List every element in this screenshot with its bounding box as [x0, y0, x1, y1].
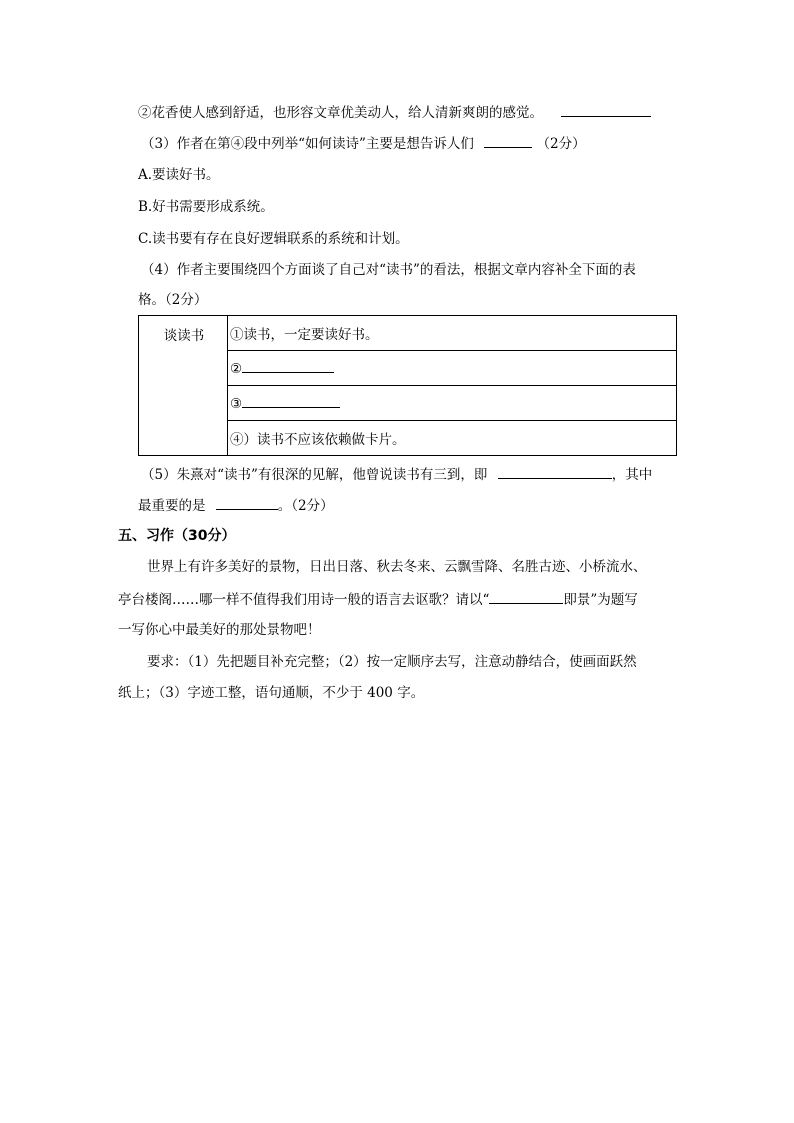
- table-cell-3-marker: ③: [230, 396, 243, 412]
- q5-line-2: [138, 496, 334, 515]
- table-cell-4: ④）读书不应该依赖做卡片。: [228, 421, 677, 456]
- table-label-cell: 谈读书: [139, 316, 228, 456]
- table-cell-2-marker: ②: [230, 361, 243, 377]
- q3-question: [141, 134, 586, 153]
- essay-prompt-line-2: [118, 590, 638, 609]
- q5-text-4: 。（2分）: [277, 498, 334, 514]
- table-cell-3: [228, 386, 677, 421]
- table-cell-2-blank[interactable]: [242, 359, 334, 373]
- essay-requirements-line-2: 纸上；（3）字迹工整，语句通顺，不少于 400 字。: [118, 685, 425, 701]
- essay-prompt-line-1: 世界上有许多美好的景物，日出日落、秋去冬来、云飘雪降、名胜古迹、小桥流水、: [147, 559, 647, 575]
- section-5-heading: 五、习作（30分）: [118, 528, 236, 544]
- q3-option-b: B.好书需要形成系统。: [138, 199, 274, 215]
- table-cell-3-blank[interactable]: [242, 394, 340, 408]
- q3-option-a: A.要读好书。: [138, 167, 220, 183]
- table-cell-1: ①读书，一定要读好书。: [228, 316, 677, 351]
- q5-text-1: （5）朱熹对“读书”有很深的见解，他曾说读书有三到，即: [141, 467, 488, 483]
- q3-answer-blank[interactable]: [484, 134, 532, 148]
- essay-requirements-line-1: 要求：（1）先把题目补充完整；（2）按一定顺序去写，注意动静结合，使画面跃然: [147, 654, 637, 670]
- q3-text: （3）作者在第④段中列举“如何读诗”主要是想告诉人们: [141, 136, 474, 152]
- q2-item-2-text: ②花香使人感到舒适，也形容文章优美动人，给人清新爽朗的感觉。: [138, 105, 543, 121]
- q5-text-3: 最重要的是: [138, 498, 206, 514]
- q5-text-2: ，其中: [611, 467, 653, 483]
- essay-title-blank[interactable]: [489, 590, 563, 604]
- essay-prompt-line-3: 一写你心中最美好的那处景物吧！: [118, 622, 321, 638]
- essay-prompt-text-2a: 亭台楼阁……哪一样不值得我们用诗一般的语言去讴歌？请以“: [118, 592, 490, 608]
- q3-option-c: C.读书要有存在良好逻辑联系的系统和计划。: [138, 231, 409, 247]
- reading-views-table: [138, 315, 677, 456]
- q3-score: （2分）: [536, 136, 586, 152]
- table-cell-2: [228, 351, 677, 386]
- q2-item-2-blank[interactable]: [561, 103, 651, 117]
- table-row: [139, 316, 677, 351]
- q5-line-1: [141, 465, 652, 484]
- q2-item-2: [138, 103, 651, 122]
- q4-question-line-1: （4）作者主要围绕四个方面谈了自己对“读书”的看法，根据文章内容补全下面的表: [141, 262, 636, 278]
- q4-question-line-2: 格。（2分）: [138, 292, 208, 308]
- essay-prompt-text-2b: 即景”为题写: [563, 592, 638, 608]
- q5-most-important-blank[interactable]: [216, 496, 278, 510]
- q5-three-blank[interactable]: [498, 465, 612, 479]
